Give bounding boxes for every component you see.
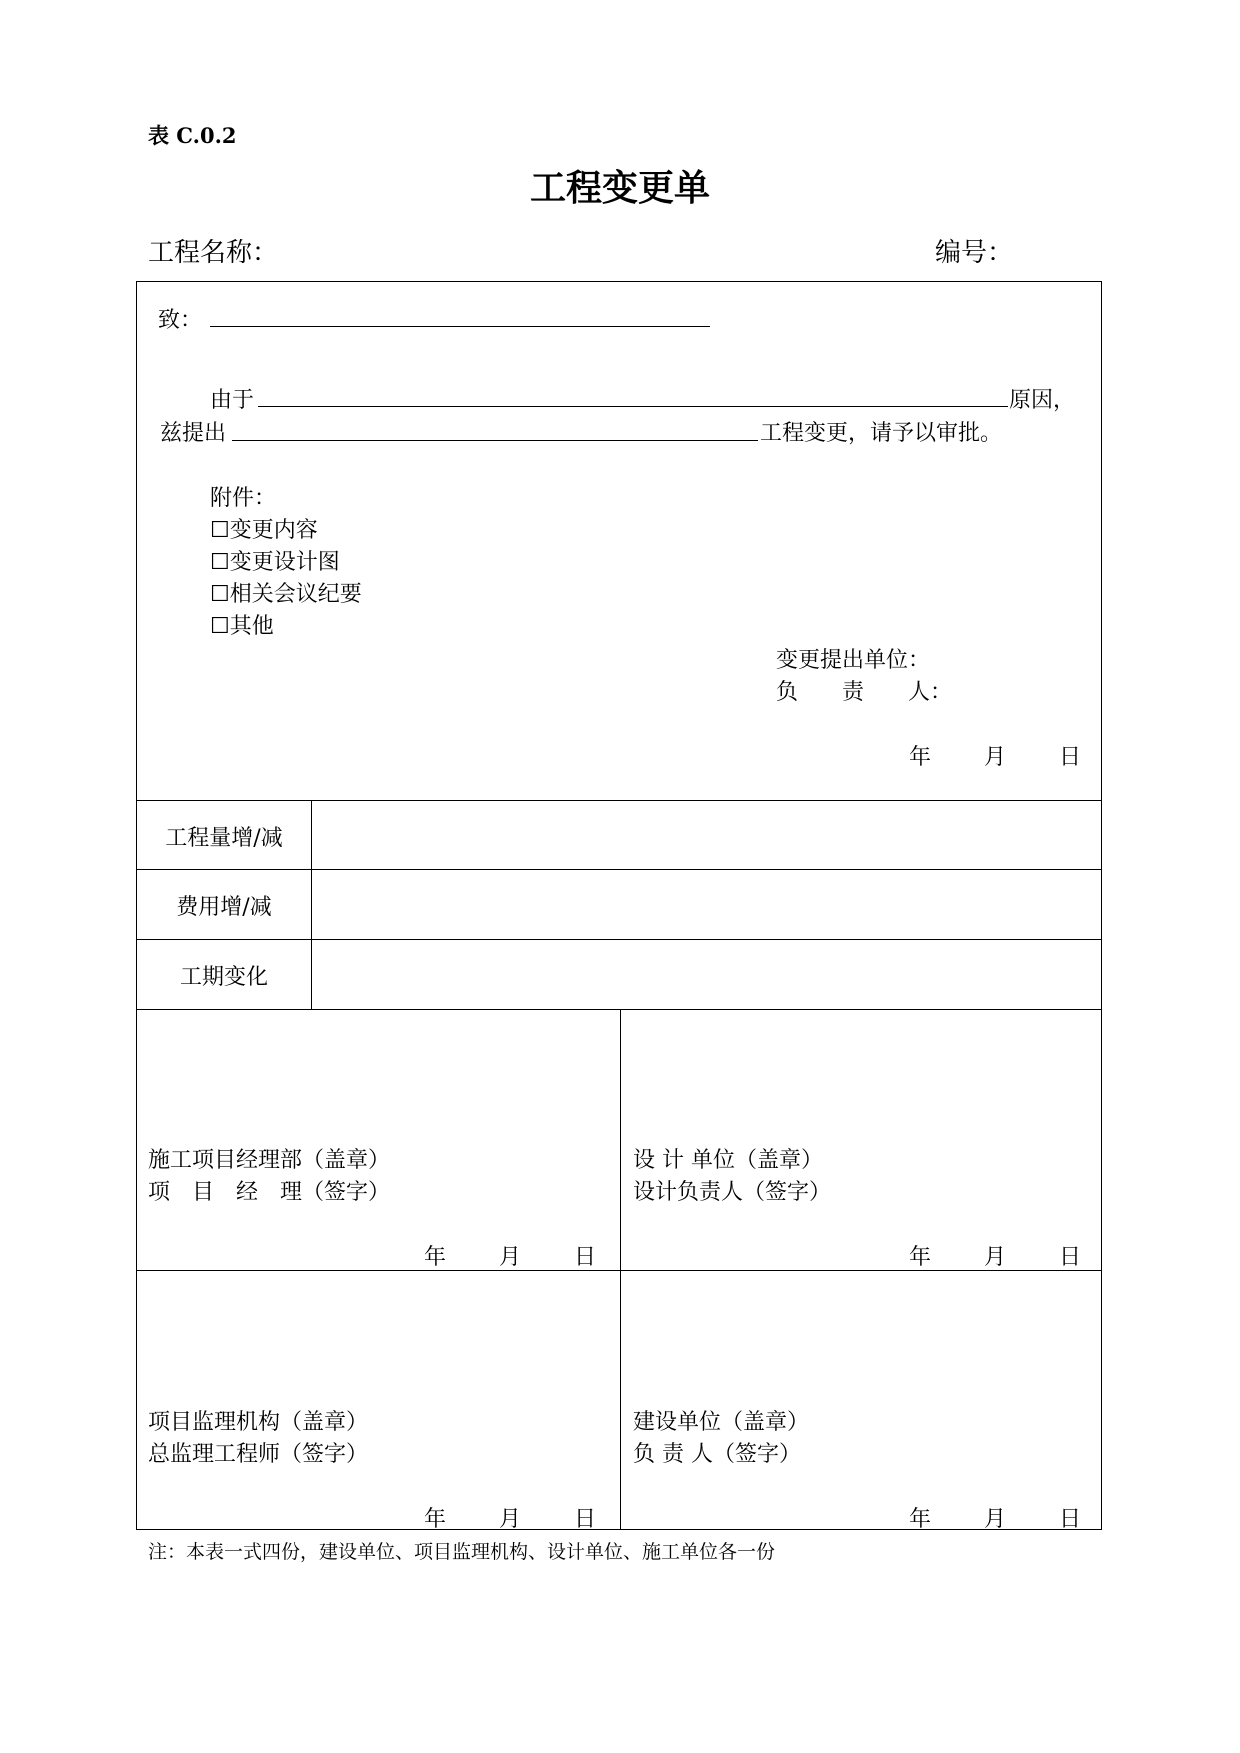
footer-note: 注：本表一式四份，建设单位、项目监理机构、设计单位、施工单位各一份 <box>148 1541 776 1563</box>
to-recipient-field[interactable] <box>210 326 710 327</box>
attachment-change-content[interactable]: ☐变更内容 <box>210 518 318 543</box>
schedule-change-label: 工期变化 <box>179 965 268 990</box>
table-divider <box>136 869 1102 870</box>
propose-suffix: 工程变更，请予以审批。 <box>760 421 1003 446</box>
change-description-field[interactable] <box>232 440 758 441</box>
chief-supervisor-sign-label: 总监理工程师（签字） <box>148 1442 369 1467</box>
proposer-unit-label: 变更提出单位： <box>776 648 931 673</box>
propose-prefix: 兹提出 <box>160 421 227 446</box>
owner-stamp-label: 建设单位（盖章） <box>633 1410 810 1435</box>
date-year: 年 <box>424 1245 447 1270</box>
date-day: 日 <box>1059 1245 1082 1270</box>
attachment-other[interactable]: ☐其他 <box>210 614 274 639</box>
date-month: 月 <box>499 1507 522 1532</box>
date-day: 日 <box>574 1245 597 1270</box>
date-year: 年 <box>909 1507 932 1532</box>
date-day: 日 <box>1059 1507 1082 1532</box>
attachment-change-drawing[interactable]: ☐变更设计图 <box>210 550 340 575</box>
reason-prefix: 由于 <box>210 388 255 413</box>
date-month: 月 <box>499 1245 522 1270</box>
cost-change-label: 费用增/减 <box>176 895 272 920</box>
project-name-label: 工程名称： <box>148 238 279 268</box>
supervision-stamp-label: 项目监理机构（盖章） <box>148 1410 369 1435</box>
reason-field[interactable] <box>258 406 1008 407</box>
date-month: 月 <box>984 1245 1007 1270</box>
date-day: 日 <box>1059 745 1082 770</box>
page-title: 工程变更单 <box>529 167 710 209</box>
form-code: 表 C.0.2 <box>148 123 237 148</box>
project-manager-sign-label: 项 目 经 理（签字） <box>148 1180 391 1205</box>
date-year: 年 <box>909 1245 932 1270</box>
owner-responsible-sign-label: 负 责 人（签字） <box>633 1442 801 1467</box>
table-divider <box>136 1270 1102 1271</box>
table-divider <box>136 1009 1102 1010</box>
responsible-person-label: 负 责 人： <box>776 680 953 705</box>
column-divider <box>311 800 312 1009</box>
column-divider <box>620 1009 621 1529</box>
date-month: 月 <box>984 745 1007 770</box>
quantity-change-label: 工程量增/减 <box>165 826 283 851</box>
date-day: 日 <box>574 1507 597 1532</box>
contractor-stamp-label: 施工项目经理部（盖章） <box>148 1148 391 1173</box>
design-lead-sign-label: 设计负责人（签字） <box>633 1180 832 1205</box>
serial-number-label: 编号： <box>935 238 1014 268</box>
attachment-meeting-minutes[interactable]: ☐相关会议纪要 <box>210 582 362 607</box>
table-divider <box>136 800 1102 801</box>
to-label: 致： <box>158 308 203 333</box>
reason-suffix: 原因， <box>1009 388 1076 413</box>
attachments-label: 附件： <box>210 486 277 511</box>
date-year: 年 <box>909 745 932 770</box>
date-year: 年 <box>424 1507 447 1532</box>
table-divider <box>136 939 1102 940</box>
design-unit-stamp-label: 设 计 单位（盖章） <box>633 1148 823 1173</box>
date-month: 月 <box>984 1507 1007 1532</box>
